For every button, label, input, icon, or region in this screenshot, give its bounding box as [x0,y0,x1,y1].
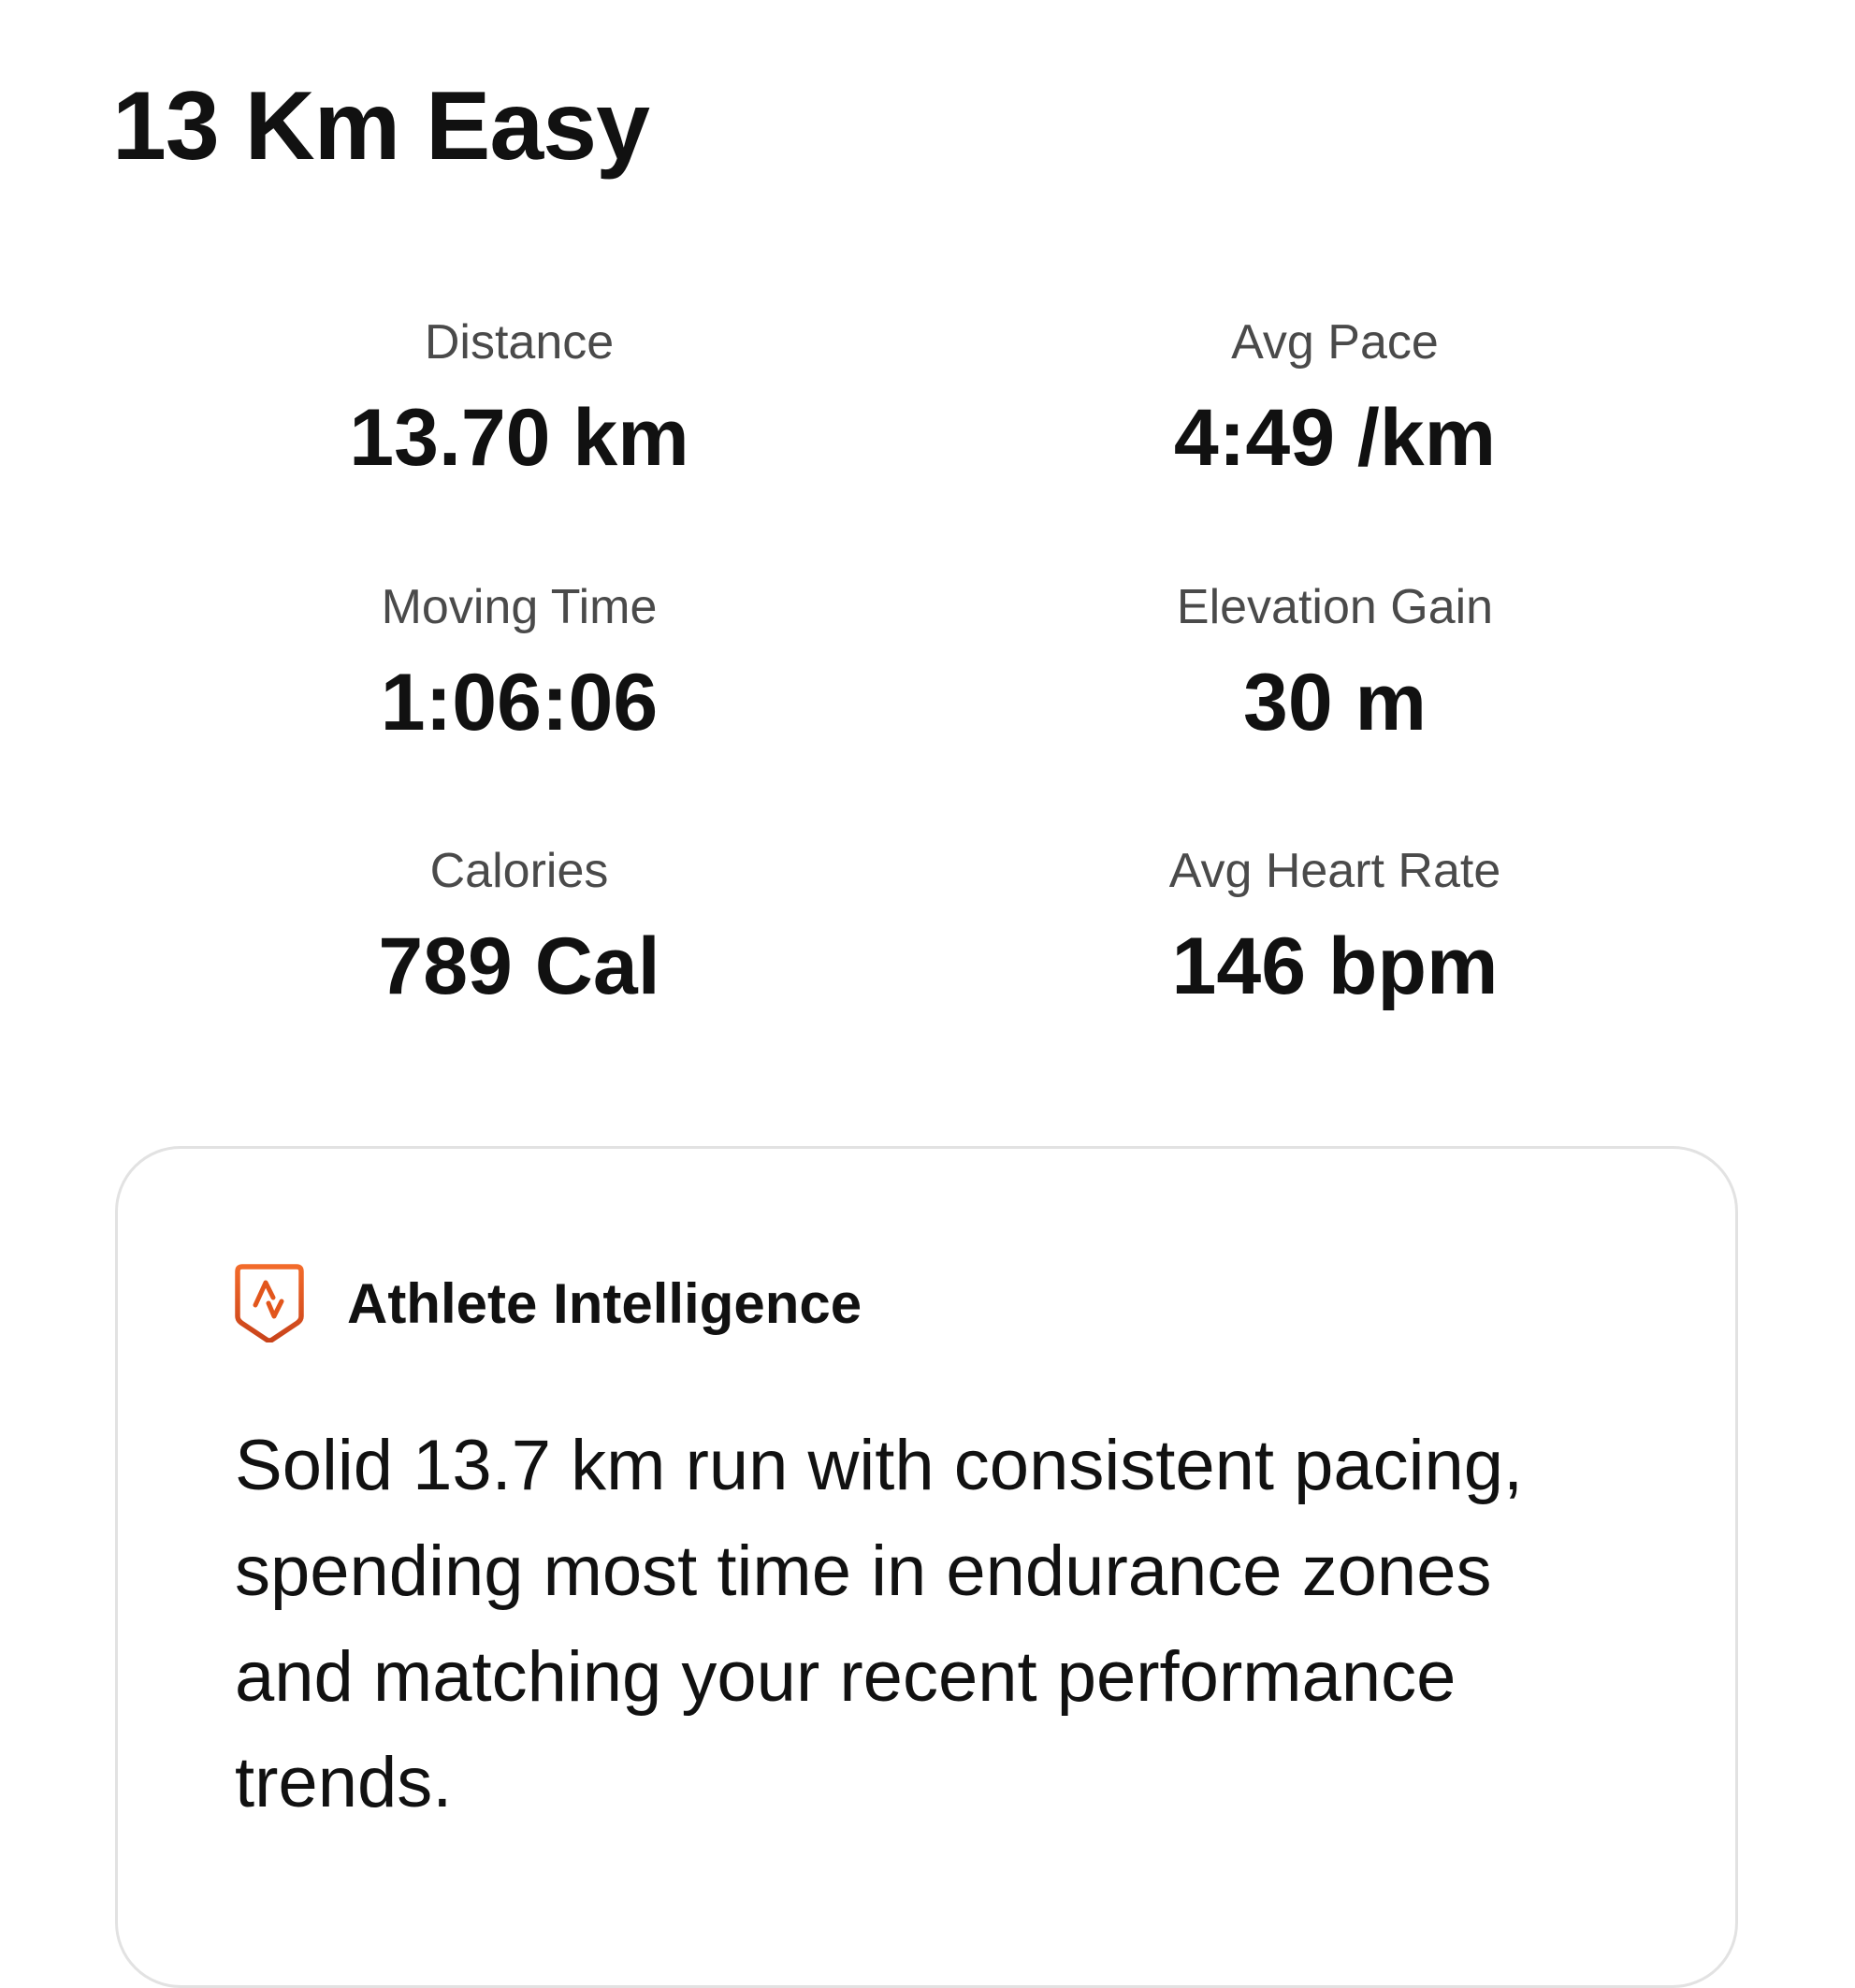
stat-label: Avg Pace [1231,315,1439,370]
activity-title: 13 Km Easy [112,72,649,181]
stat-value: 13.70 km [349,393,689,484]
stats-grid [0,313,1855,1118]
stat-moving-time [98,578,940,749]
stat-value: 789 Cal [378,921,660,1012]
stat-value: 1:06:06 [380,658,659,748]
stat-value: 146 bpm [1171,921,1499,1012]
stat-elevation-gain [914,578,1756,749]
stat-label: Distance [424,315,615,370]
athlete-intelligence-title: Athlete Intelligence [347,1271,862,1335]
stat-avg-pace [914,313,1756,485]
stat-label: Elevation Gain [1176,580,1494,634]
stat-avg-heart-rate [914,842,1756,1013]
stat-calories [98,842,940,1013]
stat-distance [98,313,940,485]
stat-label: Avg Heart Rate [1168,844,1501,898]
athlete-intelligence-summary: Solid 13.7 km run with consistent pacing, spending most time in endurance zones and matching your recent performance trends. [235,1426,1524,1822]
athlete-intelligence-shield-icon [235,1264,304,1342]
athlete-intelligence-header [235,1261,862,1345]
stat-value: 30 m [1242,658,1427,748]
stat-value: 4:49 /km [1173,393,1497,484]
athlete-intelligence-card[interactable] [115,1146,1738,1988]
stat-label: Moving Time [381,580,658,634]
stat-label: Calories [429,844,609,898]
